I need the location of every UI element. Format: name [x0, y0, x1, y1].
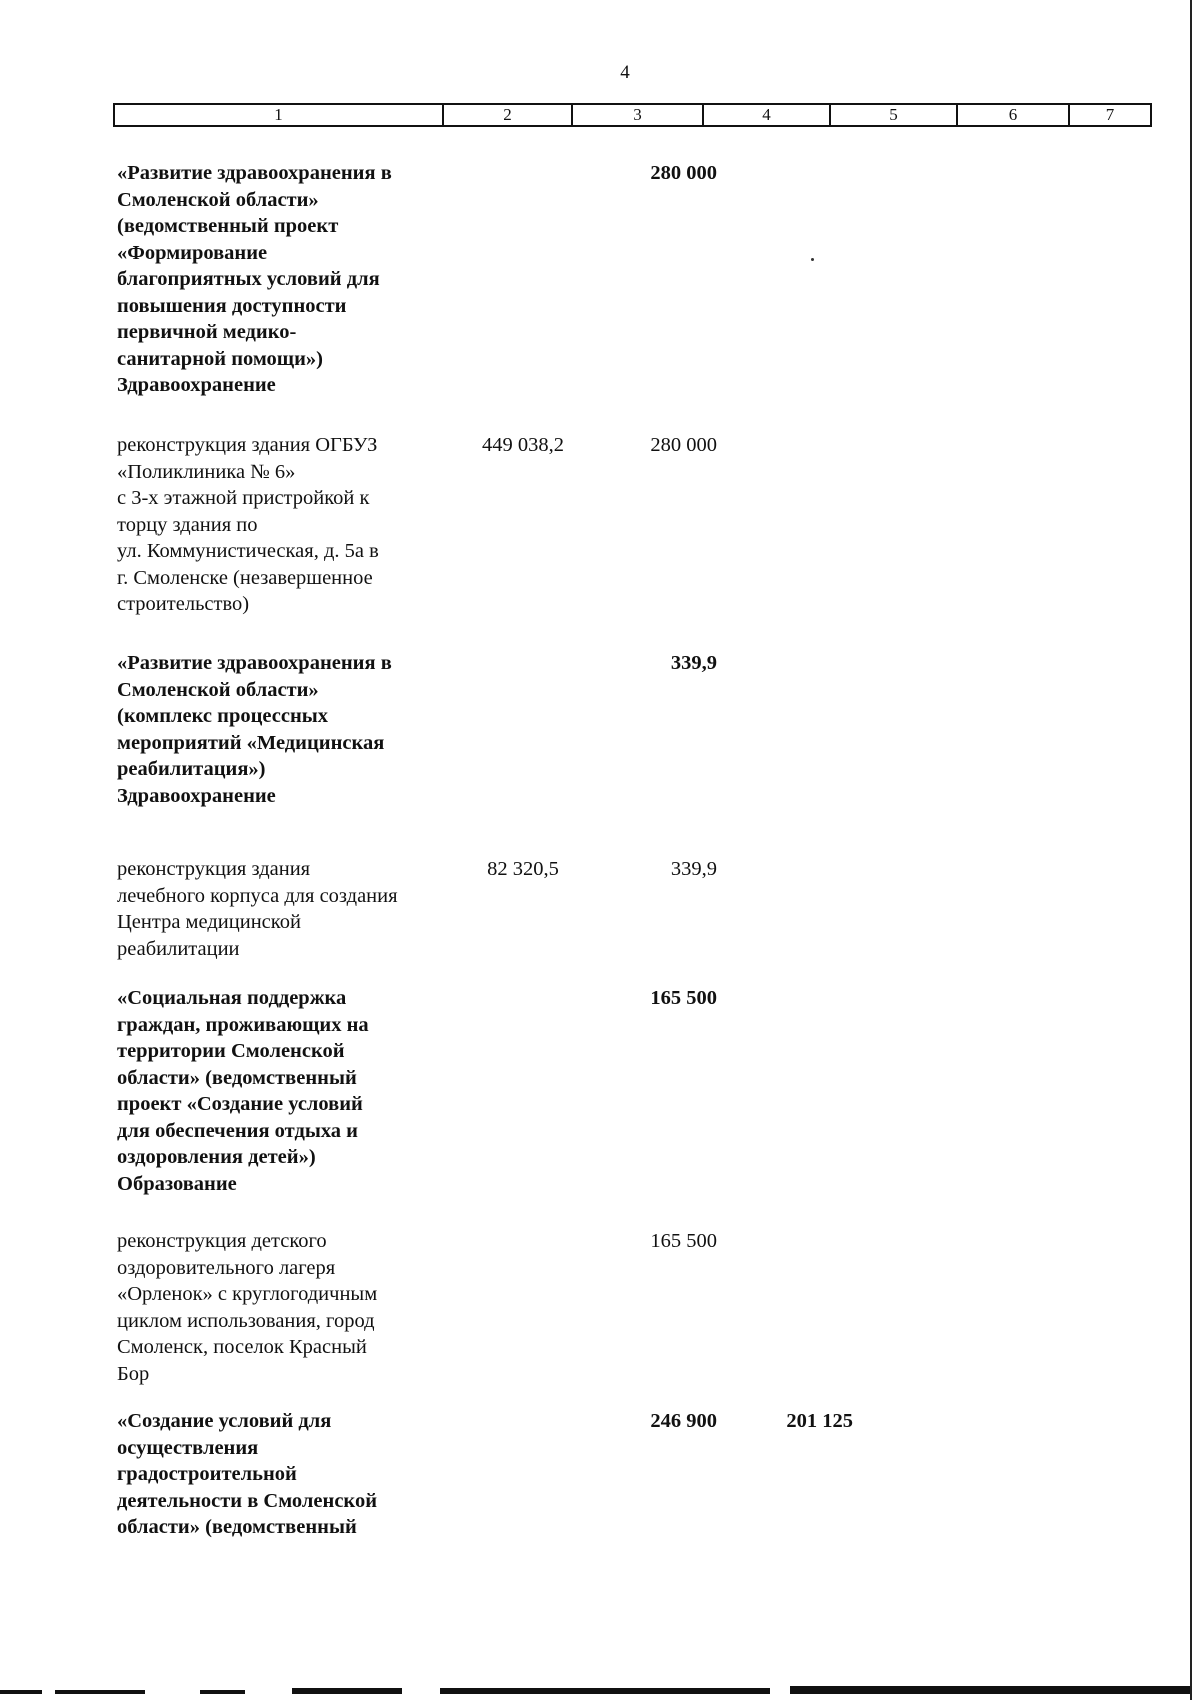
description-line: с 3-х этажной пристройкой к — [117, 487, 370, 509]
description-line: территории Смоленской — [117, 1040, 345, 1062]
row-description — [117, 856, 447, 962]
header-col-2: 2 — [444, 105, 573, 125]
description-line: повышения доступности — [117, 294, 347, 317]
description-line: Смоленской области» — [117, 678, 319, 701]
page-number: 4 — [620, 62, 630, 83]
description-line: граждан, проживающих на — [117, 1013, 369, 1036]
scan-speck — [811, 258, 814, 261]
table-header-row — [113, 103, 1152, 127]
row-description — [117, 985, 447, 1197]
header-col-6: 6 — [958, 105, 1070, 125]
description-line: благоприятных условий для — [117, 268, 380, 290]
description-line: «Создание условий для — [117, 1410, 332, 1432]
description-line: Образование — [117, 1172, 237, 1195]
row-value-col-3: 246 900 — [650, 1410, 717, 1432]
scan-artifact — [292, 1688, 402, 1694]
scan-artifact — [790, 1686, 1190, 1694]
header-col-1: 1 — [115, 105, 444, 125]
description-line: реабилитации — [117, 937, 240, 960]
row-value-col-3: 280 000 — [650, 434, 717, 456]
description-line: лечебного корпуса для создания — [117, 884, 398, 907]
row-value-col-3: 165 500 — [650, 1230, 717, 1252]
description-line: градостроительной — [117, 1463, 297, 1485]
header-col-3: 3 — [573, 105, 704, 125]
description-line: «Социальная поддержка — [117, 987, 347, 1009]
description-line: (ведомственный проект — [117, 215, 339, 237]
description-line: ул. Коммунистическая, д. 5а в — [117, 540, 379, 562]
description-line: мероприятий «Медицинская — [117, 731, 385, 754]
description-line: реконструкция здания — [117, 858, 311, 880]
header-col-5: 5 — [831, 105, 958, 125]
description-line: деятельности в Смоленской — [117, 1489, 378, 1512]
scan-artifact — [55, 1690, 145, 1694]
description-line: (комплекс процессных — [117, 705, 329, 727]
scan-artifact — [440, 1688, 770, 1694]
scan-artifact — [200, 1690, 245, 1694]
description-line: строительство) — [117, 593, 250, 615]
row-description — [117, 1408, 447, 1541]
description-line: области» (ведомственный — [117, 1516, 357, 1538]
header-col-4: 4 — [704, 105, 831, 125]
description-line: для обеспечения отдыха и — [117, 1119, 358, 1142]
description-line: «Развитие здравоохранения в — [117, 162, 392, 184]
description-line: оздоровительного лагеря — [117, 1256, 336, 1279]
row-description — [117, 160, 447, 399]
description-line: «Поликлиника № 6» — [117, 460, 296, 483]
description-line: реконструкция здания ОГБУЗ — [117, 434, 378, 456]
description-line: Бор — [117, 1362, 150, 1385]
row-description — [117, 650, 447, 809]
description-line: Здравоохранение — [117, 784, 276, 807]
description-line: Смоленск, поселок Красный — [117, 1336, 367, 1358]
description-line: г. Смоленске (незавершенное — [117, 566, 373, 589]
row-description — [117, 432, 447, 618]
description-line: торцу здания по — [117, 513, 258, 536]
description-line: реабилитация») — [117, 758, 266, 780]
row-value-col-3: 339,9 — [670, 858, 717, 880]
row-value-col-4: 201 125 — [786, 1410, 853, 1432]
row-value-col-2: 449 038,2 — [482, 434, 564, 456]
row-description — [117, 1228, 447, 1387]
description-line: реконструкция детского — [117, 1230, 327, 1252]
description-line: проект «Создание условий — [117, 1093, 363, 1115]
description-line: области» (ведомственный — [117, 1066, 357, 1089]
row-value-col-3: 165 500 — [650, 987, 717, 1009]
description-line: Здравоохранение — [117, 374, 276, 396]
description-line: санитарной помощи») — [117, 347, 324, 370]
description-line: «Развитие здравоохранения в — [117, 652, 392, 674]
description-line: осуществления — [117, 1436, 259, 1459]
page-edge-line — [1190, 0, 1192, 1700]
header-col-7: 7 — [1105, 105, 1115, 124]
row-value-col-2: 82 320,5 — [487, 858, 559, 880]
description-line: «Формирование — [117, 241, 268, 264]
description-line: Центра медицинской — [117, 911, 301, 933]
description-line: оздоровления детей») — [117, 1146, 316, 1168]
description-line: первичной медико- — [117, 321, 297, 343]
row-value-col-3: 280 000 — [650, 162, 717, 184]
scan-artifact — [0, 1690, 42, 1694]
description-line: «Орленок» с круглогодичным — [117, 1283, 378, 1305]
row-value-col-3: 339,9 — [670, 652, 717, 674]
description-line: Смоленской области» — [117, 188, 319, 211]
description-line: циклом использования, город — [117, 1309, 375, 1332]
